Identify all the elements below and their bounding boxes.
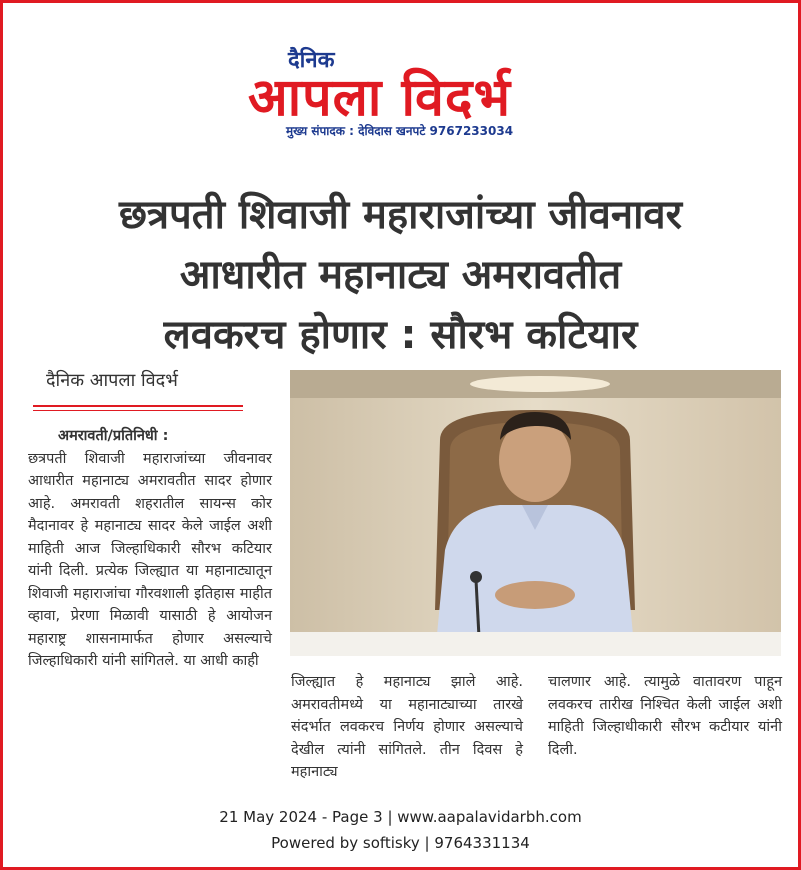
divider	[33, 405, 243, 407]
headline-line-3: लवकरच होणार : सौरभ कटियार	[163, 312, 638, 358]
article-text-1: छत्रपती शिवाजी महाराजांच्या जीवनावर आधारीत महानाट्य अमरावतीत सादर होणार आहे. अमरावती शहरातील सायन्स कोर मैदानावर हे महानाट्य सादर केले जाईल अशी माहिती आज जिल्हाधिकारी सौरभ कटियार यांनी दिली. प्रत्येक जिल्ह्यात या महानाट्यातून शिवाजी महाराजांचा गौरवशाली इतिहास माहीत व्हावा, प्रेरणा मिळावी यासाठी हे आयोजन महाराष्ट्र शासनामार्फत होणार असल्याचे जिल्हाधिकारी यांनी सांगितले. या आधी काही	[28, 450, 272, 669]
masthead	[0, 0, 801, 160]
footer-date-line: 21 May 2024 - Page 3 | www.aapalavidarbh.com	[219, 808, 582, 826]
footer-credit-line: Powered by softisky | 9764331134	[271, 834, 530, 852]
article-column-2: जिल्ह्यात हे महानाट्य झाले आहे. अमरावतीमध्ये या महानाट्याच्या तारखे संदर्भात लवकरच निर्णय होणार असल्याचे देखील त्यांनी सांगितले. तीन दिवस हे महानाट्य	[291, 674, 523, 780]
source-label: दैनिक आपला विदर्भ	[46, 370, 178, 391]
brand-prefix: दैनिक	[288, 48, 335, 73]
brand-title: आपला विदर्भ	[248, 68, 512, 128]
article-column-1	[28, 425, 272, 673]
headline-line-2: आधारीत महानाट्य अमरावतीत	[179, 252, 622, 298]
headline-line-1: छत्रपती शिवाजी महाराजांच्या जीवनावर	[118, 192, 683, 238]
photo-illustration	[290, 370, 781, 656]
editor-line: मुख्य संपादक : देविदास खनपटे 9767233034	[286, 124, 514, 138]
dateline: अमरावती/प्रतिनिधी :	[58, 428, 169, 444]
article-photo	[290, 370, 781, 656]
article-column-3: चालणार आहे. त्यामुळे वातावरण पाहून लवकरच तारीख निश्चित केली जाईल अशी माहिती जिल्हाधीकारी सौरभ कटीयार यांनी दिली.	[548, 674, 782, 758]
headline	[20, 185, 781, 365]
divider	[33, 410, 243, 411]
